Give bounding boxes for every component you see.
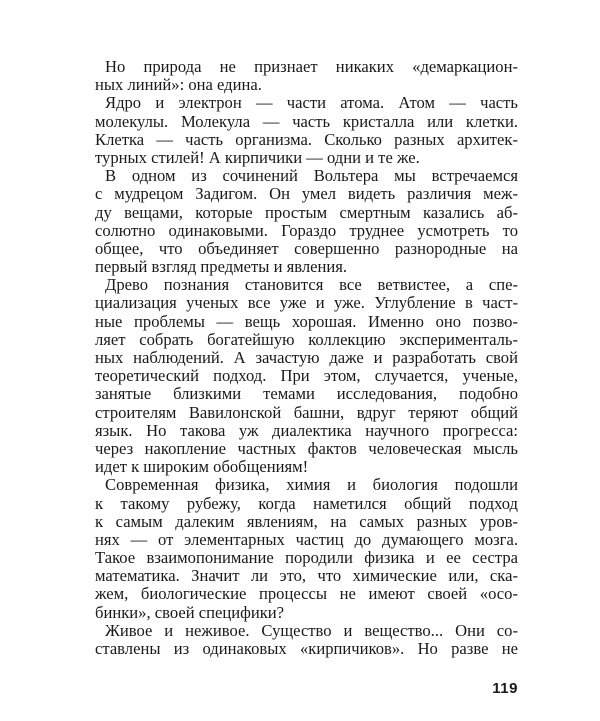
- text-line: турных стилей! А кирпичики — одни и те же.: [95, 147, 420, 167]
- text-line: строителям Вавилонской башни, вдруг теряют общий: [95, 402, 518, 422]
- text-line: к такому рубежу, когда наметился общий подход: [95, 493, 518, 513]
- paragraph: [95, 622, 518, 658]
- page-number: 119: [492, 680, 518, 697]
- text-line: с мудрецом Задигом. Он умел видеть различия меж-: [95, 184, 518, 204]
- text-line: жем, биологические процессы не имеют своей «осо-: [95, 584, 518, 604]
- text-line: В одном из сочинений Вольтера мы встречаемся: [105, 166, 518, 186]
- text-line: ных наблюдений. А зачастую даже и разработать свой: [95, 348, 518, 367]
- text-line: Но природа не признает никаких «демаркацион-: [105, 57, 518, 76]
- text-line: ду вещами, которые простым смертным казались аб-: [95, 202, 518, 222]
- text-line: нях — от элементарных частиц до думающего мозга.: [95, 529, 518, 549]
- text-line: ставлены из одинаковых «кирпичиков». Но разве не: [95, 639, 518, 658]
- text-line: молекулы. Молекула — часть кристалла или клетки.: [95, 111, 518, 131]
- text-line: Ядро и электрон — части атома. Атом — часть: [105, 93, 518, 113]
- text-line: теоретический подход. При этом, случается, ученые,: [95, 366, 518, 386]
- text-line: ных линий»: она едина.: [95, 75, 262, 95]
- paragraph: [95, 167, 518, 276]
- page-body: [95, 58, 518, 658]
- text-line: занятые близкими темами исследования, подобно: [95, 384, 518, 404]
- text-line: к самым далеким явлениям, на самых разных уров-: [95, 511, 518, 531]
- text-line: бинки», своей специфики?: [95, 602, 285, 622]
- paragraph: [95, 94, 518, 167]
- text-line: Такое взаимопонимание породили физика и ее сестра: [95, 548, 518, 568]
- text-line: первый взгляд предметы и явления.: [95, 257, 348, 277]
- text-line: математика. Значит ли это, что химические или, ска-: [95, 566, 518, 586]
- text-line: солютно одинаковыми. Гораздо труднее усмотреть то: [95, 220, 518, 240]
- text-line: общее, что объединяет совершенно разнородные на: [95, 238, 518, 258]
- text-line: Древо познания становится все ветвистее, а спе-: [105, 275, 518, 295]
- text-line: идет к широким обобщениям!: [95, 457, 309, 477]
- text-line: циализация ученых все уже и уже. Углубление в част-: [95, 293, 518, 313]
- paragraph: [95, 476, 518, 622]
- text-line: ляет собрать богатейшую коллекцию эксперименталь-: [95, 329, 518, 349]
- paragraph: [95, 276, 518, 476]
- text-line: ные проблемы — вещь хорошая. Именно оно позво-: [95, 311, 518, 331]
- text-line: через накопление частных фактов человеческая мысль: [95, 438, 518, 458]
- text-line: язык. Но такова уж диалектика научного прогресса:: [95, 420, 518, 440]
- paragraph: [95, 58, 518, 94]
- text-line: Клетка — часть организма. Сколько разных архитек-: [95, 129, 518, 149]
- text-line: Живое и неживое. Существо и вещество... Они со-: [105, 620, 518, 640]
- text-line: Современная физика, химия и биология подошли: [105, 475, 518, 495]
